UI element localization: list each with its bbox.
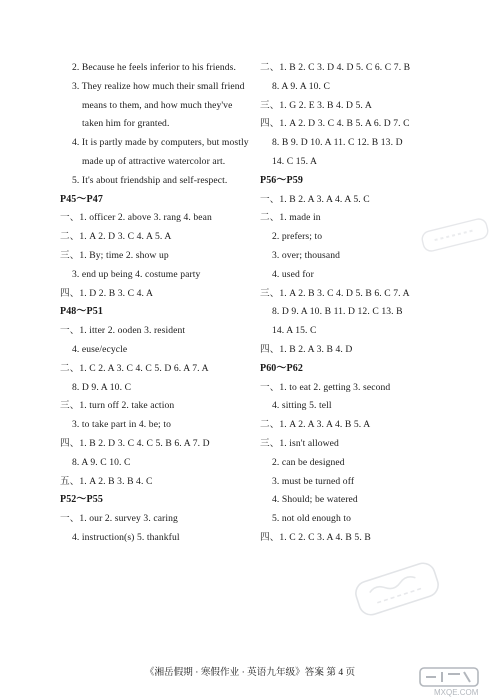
answer-line: 五、1. A 2. B 3. B 4. C xyxy=(60,475,153,487)
answer-line: 4. sitting 5. tell xyxy=(272,400,332,412)
section-heading: P52～P55 xyxy=(60,494,103,506)
answer-line: 三、1. A 2. B 3. C 4. D 5. B 6. C 7. A xyxy=(260,287,410,299)
section-heading: P56～P59 xyxy=(260,174,303,186)
answer-line: 二、1. B 2. C 3. D 4. D 5. C 6. C 7. B xyxy=(260,62,411,73)
answer-line: 四、1. A 2. D 3. C 4. B 5. A 6. D 7. C xyxy=(260,118,410,130)
answer-line: 8. A 9. A 10. C xyxy=(272,80,331,92)
answer-line: 5. not old enough to xyxy=(272,513,352,525)
watermark-stamp-top xyxy=(418,214,492,256)
answer-line: 一、1. to eat 2. getting 3. second xyxy=(260,381,391,393)
answer-line: 三、1. By; time 2. show up xyxy=(60,250,169,261)
answer-line: 四、1. D 2. B 3. C 4. A xyxy=(60,287,153,299)
answer-line: 4. It is partly made by computers, but mostly xyxy=(72,137,249,149)
answer-line: taken him for granted. xyxy=(82,118,170,130)
answer-line: 8. A 9. C 10. C xyxy=(72,456,131,468)
answer-line: 3. They realize how much their small friend xyxy=(72,80,245,92)
answer-line: 4. euse/ecycle xyxy=(72,344,128,355)
answer-line: 2. prefers; to xyxy=(272,231,323,243)
answer-line: 一、1. itter 2. ooden 3. resident xyxy=(60,325,186,337)
answer-line: 4. used for xyxy=(272,268,314,280)
answer-line: 14. C 15. A xyxy=(272,156,318,167)
section-heading: P60～P62 xyxy=(260,362,303,374)
answer-line: 二、1. made in xyxy=(260,212,321,224)
answer-line: 四、1. C 2. C 3. A 4. B 5. B xyxy=(260,532,371,543)
answer-line: 三、1. isn't allowed xyxy=(260,438,339,449)
answer-line: 3. to take part in 4. be; to xyxy=(72,419,171,431)
answer-line: 2. can be designed xyxy=(272,456,345,468)
answer-line: 一、1. officer 2. above 3. rang 4. bean xyxy=(60,212,212,224)
page-footer: 《湘岳假期 · 寒假作业 · 英语九年级》答案 第 4 页 xyxy=(144,667,356,678)
watermark-text: MXQE.COM xyxy=(434,688,479,697)
answer-line: 二、1. C 2. A 3. C 4. C 5. D 6. A 7. A xyxy=(60,362,209,374)
answer-line: 一、1. our 2. survey 3. caring xyxy=(60,513,178,525)
answer-line: made up of attractive watercolor art. xyxy=(82,156,226,167)
section-heading: P45～P47 xyxy=(60,193,103,205)
answer-line: 四、1. B 2. D 3. C 4. C 5. B 6. A 7. D xyxy=(60,438,210,449)
answer-line: 8. D 9. A 10. B 11. D 12. C 13. B xyxy=(272,306,403,318)
answer-line: 一、1. B 2. A 3. A 4. A 5. C xyxy=(260,193,370,205)
answer-line: 4. instruction(s) 5. thankful xyxy=(72,532,180,543)
answer-line: 三、1. turn off 2. take action xyxy=(60,400,175,412)
answer-line: 三、1. G 2. E 3. B 4. D 5. A xyxy=(260,99,372,111)
watermark-logo xyxy=(418,666,498,698)
answer-line: 3. over; thousand xyxy=(272,250,341,261)
answer-line: 14. A 15. C xyxy=(272,325,317,337)
watermark-stamp-middle xyxy=(347,553,447,625)
answer-line: means to them, and how much they've xyxy=(82,99,233,111)
answer-line: 3. must be turned off xyxy=(272,475,355,487)
answer-line: 8. D 9. A 10. C xyxy=(72,381,132,393)
answer-line: 四、1. B 2. A 3. B 4. D xyxy=(260,344,353,355)
answer-line: 8. B 9. D 10. A 11. C 12. B 13. D xyxy=(272,137,403,149)
answer-line: 4. Should; be watered xyxy=(272,494,358,506)
answer-line: 2. Because he feels inferior to his friends. xyxy=(72,62,236,73)
answer-line: 3. end up being 4. costume party xyxy=(72,268,201,280)
answer-line: 5. It's about friendship and self-respect. xyxy=(72,174,228,186)
answer-line: 二、1. A 2. A 3. A 4. B 5. A xyxy=(260,419,371,431)
section-heading: P48～P51 xyxy=(60,306,103,318)
answer-line: 二、1. A 2. D 3. C 4. A 5. A xyxy=(60,231,172,243)
